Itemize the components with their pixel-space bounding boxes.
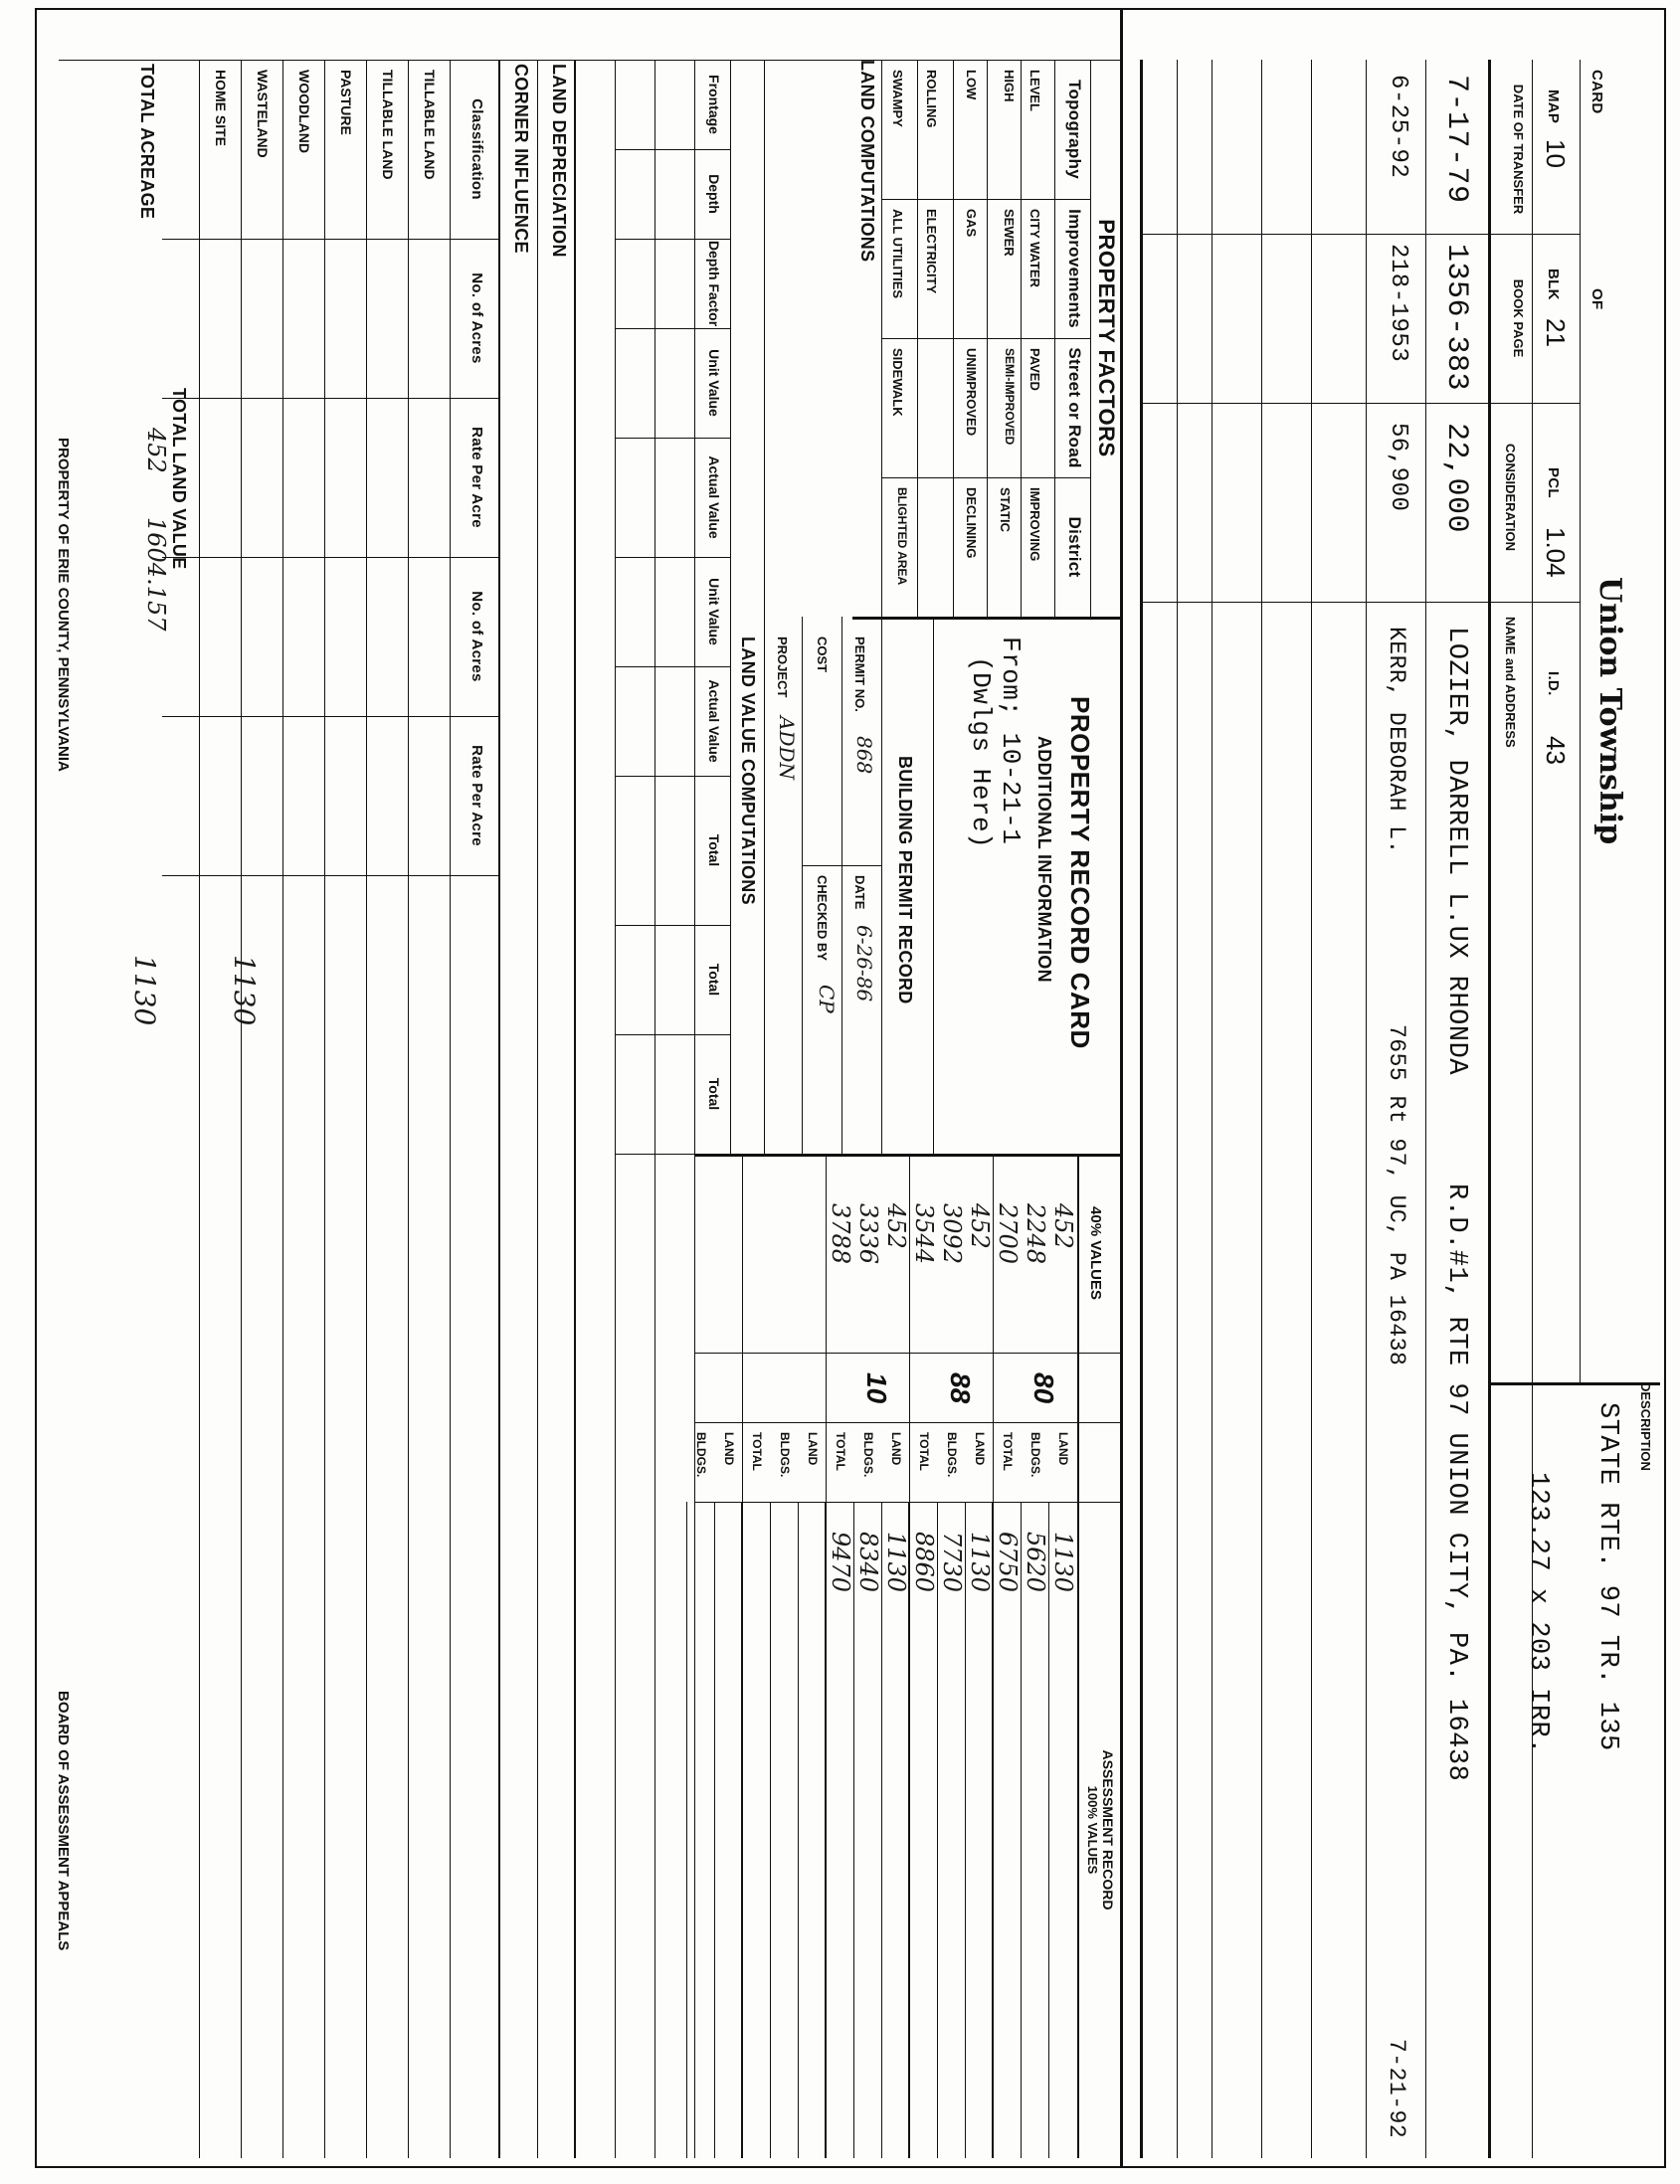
from-text: From; 10-21-1 [996,637,1026,845]
forty-value: 3788 [827,1203,854,1265]
hundred-value: 1130 [882,1532,910,1593]
street-paved: PAVED [1027,348,1042,391]
imp-sewer: SEWER [1002,209,1017,257]
book-page-header: BOOK PAGE [1511,278,1526,358]
transfer-1-name: LOZIER, DARRELL L.UX RHONDA [1441,627,1471,1075]
classification-row: TILLABLE LAND [380,70,396,180]
land-computations-label: LAND COMPUTATIONS [857,60,877,263]
forty-value: 2700 [994,1203,1022,1265]
transfer-2-book: 218-1953 [1385,244,1411,363]
township-title: Union Township [1592,577,1627,845]
topo-swampy: SWAMPY [890,70,905,127]
transfer-1-address: R.D.#1, RTE 97 UNION CITY, PA. 16438 [1441,1183,1471,1782]
imp-gas: GAS [964,209,979,238]
assessment-record-label: ASSESSMENT RECORD [1100,1749,1116,1911]
transfer-1-consideration: 22,000 [1439,423,1473,534]
value-row-label: BLDGS. [1028,1432,1042,1478]
district-blighted: BLIGHTED AREA [895,487,909,586]
hundred-value: 8860 [910,1532,938,1593]
district-header: District [1065,516,1084,578]
classification-row: HOME SITE [213,70,229,147]
total-land-value: 1130 [128,955,161,1026]
forty-value: 3544 [910,1203,938,1265]
total-land-value-label: TOTAL LAND VALUE [169,388,189,570]
imp-electricity: ELECTRICITY [924,209,939,294]
map-label: MAP [1545,90,1562,124]
hundred-value: 1130 [1049,1532,1077,1593]
frontage-col-header: Actual Value [706,455,722,539]
transfer-2-extra: 7-21-92 [1384,2039,1409,2139]
value-row-label: BLDGS. [861,1432,875,1478]
year-mark: 80 [1028,1372,1059,1404]
year-mark: 10 [861,1372,892,1404]
frontage-col-header: Depth Factor [706,240,722,327]
forty-value: 452 [966,1203,994,1249]
street-unimproved: UNIMPROVED [964,348,979,437]
topography-header: Topography [1065,80,1084,179]
date-value: 6-26-86 [852,925,876,1002]
value-row-label: BLDGS. [694,1432,708,1478]
description-label: DESCRIPTION [1638,1382,1653,1471]
frontage-col-header: Unit Value [706,578,722,645]
cost-label: COST [815,637,830,673]
pcl-value: 1.04 [1541,527,1571,578]
value-row-label: TOTAL [917,1432,931,1471]
name-address-header: NAME and ADDRESS [1503,617,1518,748]
value-row-label: TOTAL [1001,1432,1015,1471]
frontage-col-header: Frontage [706,75,722,134]
topo-level: LEVEL [1027,70,1042,111]
footer-left: PROPERTY OF ERIE COUNTY, PENNSYLVANIA [55,438,72,772]
frontage-col-header: Total [706,833,722,867]
checked-by-value: CP [815,985,839,1013]
forty-value: 452 [1049,1203,1077,1249]
acreage-col-header: Rate Per Acre [468,427,485,528]
card-label: CARD [1588,70,1605,114]
description-line2: 123.27 x 203 IRR. [1523,1472,1553,1754]
hundred-value: 1130 [966,1532,994,1593]
topo-rolling: ROLLING [924,70,939,128]
value-row-label: TOTAL [834,1432,847,1471]
hundred-value: 9470 [827,1532,854,1593]
permit-no-label: PERMIT NO. [852,637,867,712]
classification-row: TILLABLE LAND [422,70,438,180]
street-sidewalk: SIDEWALK [890,348,905,417]
frontage-col-header: Depth [706,174,722,214]
footer-right: BOARD OF ASSESSMENT APPEALS [55,1691,72,1951]
total-acreage-label: TOTAL ACREAGE [137,64,157,220]
id-label: I.D. [1545,671,1562,696]
card-frame [35,8,1666,2168]
frontage-col-header: Total [706,963,722,997]
transfer-2-name: KERR, DEBORAH L. [1384,627,1409,854]
forty-value: 452 [882,1203,910,1249]
acreage-col-header: No. of Acres [468,591,485,682]
hundred-value: 5620 [1022,1532,1049,1593]
value-row-label: BLDGS. [778,1432,792,1478]
assessment-sub-label: 100% VALUES [1085,1785,1100,1875]
checked-by-label: CHECKED BY [815,875,830,961]
acreage-col-header: No. of Acres [468,273,485,364]
imp-city-water: CITY WATER [1027,209,1042,287]
hundred-value: 8340 [854,1532,882,1593]
land-depreciation-label: LAND DEPRECIATION [549,64,569,258]
dwlgs-text: (Dwlgs Here) [966,656,996,849]
home-site-acres: 452 [142,428,170,473]
transfer-2-date: 6-25-92 [1385,75,1411,179]
map-value: 10 [1541,139,1571,168]
additional-info-label: ADDITIONAL INFORMATION [1034,736,1054,983]
home-site-value: 1130 [228,955,261,1026]
corner-influence-label: CORNER INFLUENCE [511,64,531,254]
improvements-header: Improvements [1065,209,1084,328]
topo-low: LOW [964,70,979,100]
permit-record-title: BUILDING PERMIT RECORD [895,756,915,1004]
blk-value: 21 [1541,318,1571,347]
date-transfer-header: DATE OF TRANSFER [1511,84,1526,215]
hundred-value: 6750 [994,1532,1022,1593]
forty-value: 2248 [1022,1203,1049,1265]
blk-label: BLK [1545,269,1562,300]
transfer-1-book: 1356-383 [1439,244,1473,392]
of-label: OF [1588,288,1605,310]
acreage-col-header: Rate Per Acre [468,745,485,846]
id-value: 43 [1541,736,1571,765]
value-row-label: BLDGS. [945,1432,959,1478]
value-row-label: LAND [1056,1432,1070,1466]
street-semi-improved: SEMI-IMPROVED [1003,348,1017,446]
record-card-title: PROPERTY RECORD CARD [1065,696,1095,1049]
value-row-label: LAND [806,1432,820,1466]
acreage-col-header: Classification [468,98,485,200]
transfer-2-consideration: 56,900 [1385,423,1411,512]
hundred-value: 7730 [938,1532,966,1593]
property-factors-title: PROPERTY FACTORS [1094,219,1119,457]
district-static: STATIC [998,487,1013,533]
value-row-label: LAND [973,1432,987,1466]
home-site-rate: 1604.157 [142,517,170,632]
consideration-header: CONSIDERATION [1503,443,1518,552]
description-line1: STATE RTE. 97 TR. 135 [1592,1402,1622,1751]
permit-no-value: 868 [852,736,876,775]
value-row-label: LAND [722,1432,736,1466]
classification-row: PASTURE [338,70,354,135]
year-mark: 88 [945,1372,976,1404]
project-label: PROJECT [775,637,790,698]
date-label: DATE [852,875,867,910]
imp-all-utilities: ALL UTILITIES [890,209,905,299]
classification-row: WOODLAND [296,70,312,153]
frontage-col-header: Unit Value [706,349,722,417]
value-row-label: LAND [889,1432,903,1466]
transfer-1-date: 7-17-79 [1439,75,1473,204]
classification-row: WASTELAND [255,70,271,158]
street-header: Street or Road [1065,347,1084,468]
district-improving: IMPROVING [1027,487,1042,562]
project-value: ADDN [775,716,799,781]
topo-high: HIGH [1002,70,1017,102]
frontage-col-header: Total [706,1077,722,1111]
forty-values-label: 40% VALUES [1087,1206,1104,1300]
frontage-col-header: Actual Value [706,679,722,763]
land-value-computations-label: LAND VALUE COMPUTATIONS [738,637,758,905]
value-row-label: TOTAL [750,1432,764,1471]
forty-value: 3092 [938,1203,966,1265]
district-declining: DECLINING [964,487,979,559]
pcl-label: PCL [1545,467,1562,498]
transfer-2-address: 7655 Rt 97, UC, PA 16438 [1384,1024,1409,1366]
forty-value: 3336 [854,1203,882,1265]
